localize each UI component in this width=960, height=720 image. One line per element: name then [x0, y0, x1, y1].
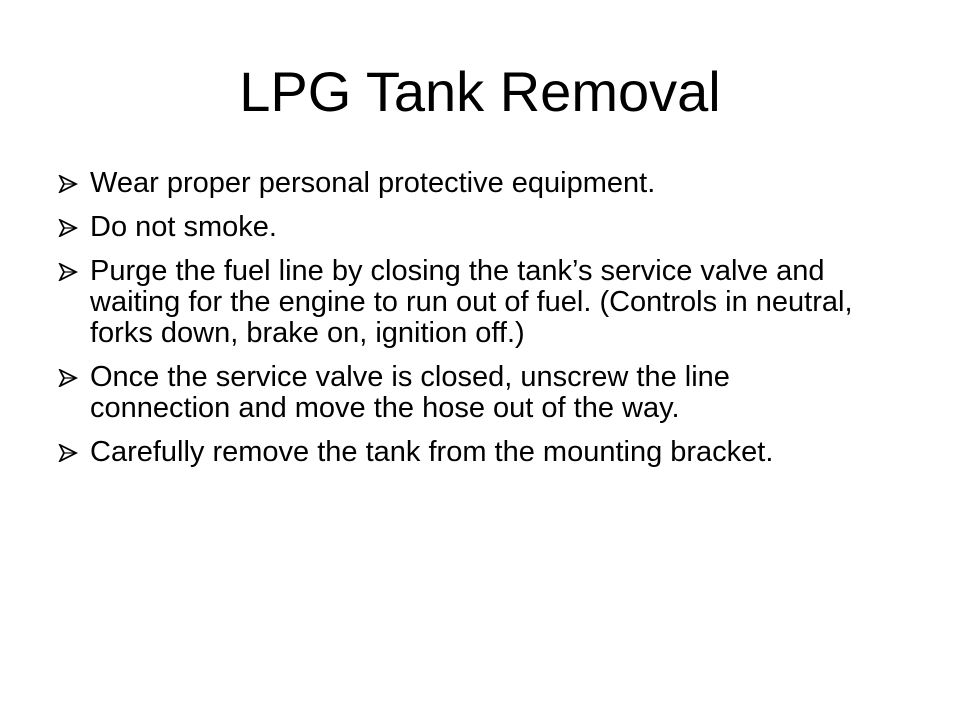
bullet-text: Do not smoke.: [90, 211, 277, 243]
bullet-text: Wear proper personal protective equipment.: [90, 167, 656, 199]
bullet-item: [58, 437, 878, 468]
arrowhead-bullet-icon: [58, 263, 78, 281]
bullet-text: Purge the fuel line by closing the tank’s service valve and waiting for the engine to run out of fuel. (Controls in neutral, forks down, brake on, ignition off.): [90, 255, 853, 349]
arrowhead-bullet-icon: [58, 219, 78, 237]
bullet-item: [58, 362, 878, 424]
bullet-item: [58, 212, 878, 243]
bullet-item: [58, 168, 878, 199]
bullet-text: Once the service valve is closed, unscrew the line connection and move the hose out of the way.: [90, 361, 730, 424]
slide-title: LPG Tank Removal: [239, 60, 721, 123]
bullet-text: Carefully remove the tank from the mounting bracket.: [90, 436, 774, 468]
bullet-list: [58, 168, 878, 481]
arrowhead-bullet-icon: [58, 369, 78, 387]
arrowhead-bullet-icon: [58, 444, 78, 462]
arrowhead-bullet-icon: [58, 175, 78, 193]
bullet-item: [58, 256, 878, 349]
